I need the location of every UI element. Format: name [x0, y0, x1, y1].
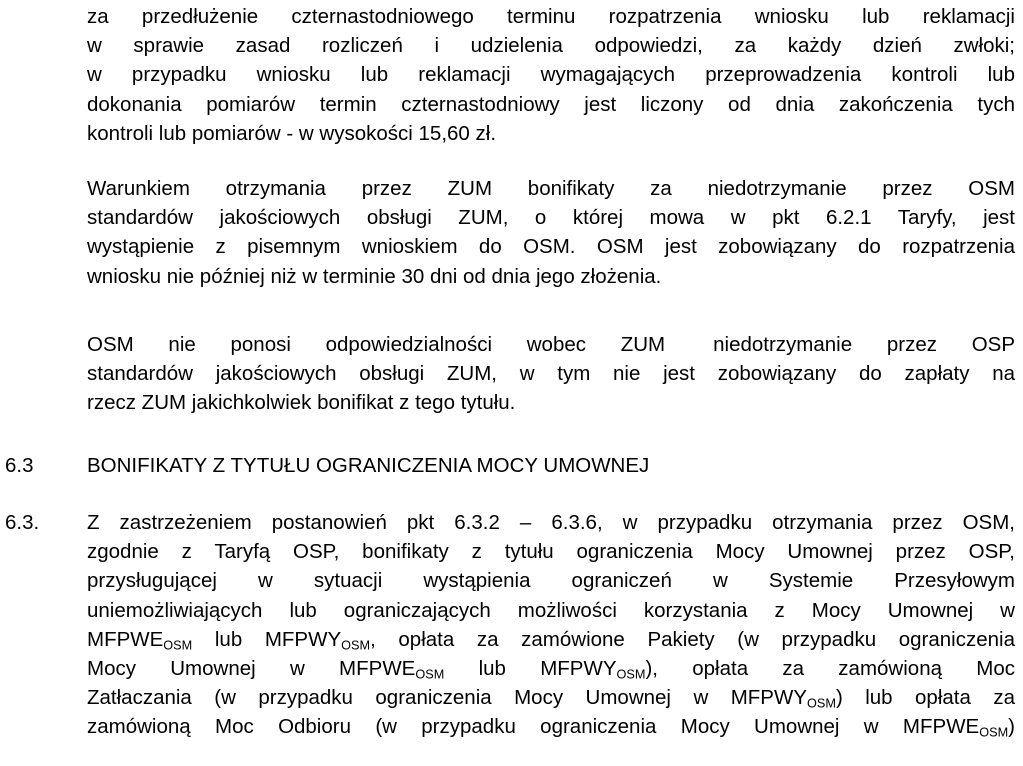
text-fragment: Mocy Umownej w MFPWE	[87, 657, 416, 681]
text-line: rzecz ZUM jakichkolwiek bonifikat z tego tytułu.	[87, 391, 516, 415]
text-line: standardów jakościowych obsługi ZUM, o której mowa w pkt 6.2.1 Taryfy, jest	[87, 206, 1015, 230]
text-line: w sprawie zasad rozliczeń i udzielenia odpowiedzi, za każdy dzień zwłoki;	[87, 34, 1015, 58]
subscript-osm: OSM	[415, 666, 445, 682]
text-line	[87, 330, 1015, 359]
text-line: kontroli lub pomiarów - w wysokości 15,60 zł.	[87, 121, 497, 145]
text-line: w przypadku wniosku lub reklamacji wymagających przeprowadzenia kontroli lub	[87, 63, 1015, 87]
section-number: 6.3	[5, 454, 34, 477]
section-title: BONIFIKATY Z TYTUŁU OGRANICZENIA MOCY UMOWNEJ	[87, 454, 650, 477]
text-fragment: Zatłaczania (w przypadku ograniczenia Mocy Umownej w MFPWY	[87, 686, 807, 710]
subscript-osm: OSM	[616, 666, 646, 682]
text-line: za przedłużenie czternastodniowego terminu rozpatrzenia wniosku lub reklamacji	[87, 5, 1015, 28]
paragraph-capacity-bonus	[87, 508, 1015, 742]
text-fragment: MFPWE	[87, 627, 164, 651]
paragraph-bonus-condition	[87, 174, 1015, 291]
text-fragment: lub MFPWY	[478, 657, 617, 681]
text-line	[87, 712, 1015, 741]
subscript-osm: OSM	[979, 724, 1009, 740]
text-line: dokonania pomiarów termin czternastodniowy jest liczony od dnia zakończenia tych	[87, 92, 1015, 116]
text-line: standardów jakościowych obsługi ZUM, w tym nie jest zobowiązany do zapłaty na	[87, 362, 1015, 386]
subscript-osm: OSM	[807, 695, 836, 711]
text-line: wystąpienie z pisemnym wnioskiem do OSM. OSM jest zobowiązany do rozpatrzenia	[87, 235, 1015, 259]
subsection-number: 6.3.	[5, 511, 40, 534]
subscript-osm: OSM	[163, 637, 193, 653]
text-line	[87, 625, 1015, 654]
text-line: wniosku nie później niż w terminie 30 dni od dnia jego złożenia.	[87, 264, 662, 288]
text-line: zgodnie z Taryfą OSP, bonifikaty z tytułu ograniczenia Mocy Umownej przez OSP,	[87, 540, 1015, 564]
paragraph-osm-liability	[87, 330, 1015, 418]
text-line	[87, 654, 1015, 683]
text-fragment: )	[1008, 715, 1015, 739]
text-line: przysługującej w sytuacji wystąpienia ograniczeń w Systemie Przesyłowym	[87, 569, 1015, 593]
subscript-osm: OSM	[341, 637, 371, 653]
text-line: Z zastrzeżeniem postanowień pkt 6.3.2 – 6.3.6, w przypadku otrzymania przez OSM,	[87, 511, 1015, 534]
text-fragment: lub MFPWY	[214, 627, 342, 651]
text-line: uniemożliwiających lub ograniczających możliwości korzystania z Mocy Umownej w	[87, 598, 1015, 622]
text-line: Warunkiem otrzymania przez ZUM bonifikaty za niedotrzymanie przez OSM	[87, 177, 1015, 200]
text-fragment: zamówioną Moc Odbioru (w przypadku ograniczenia Mocy Umownej w MFPWE	[87, 715, 980, 739]
text-fragment: ) lub opłata za	[835, 686, 1015, 710]
text-fragment: niedotrzymanie przez OSP	[713, 333, 1016, 356]
text-fragment: , opłata za zamówione Pakiety (w przypadku ograniczenia	[370, 627, 1015, 651]
paragraph-delay-bonus	[87, 2, 1015, 148]
text-line	[87, 683, 1015, 712]
text-fragment: ), opłata za zamówioną Moc	[645, 657, 1016, 681]
text-fragment: OSM nie ponosi odpowiedzialności wobec ZUM	[87, 333, 666, 356]
